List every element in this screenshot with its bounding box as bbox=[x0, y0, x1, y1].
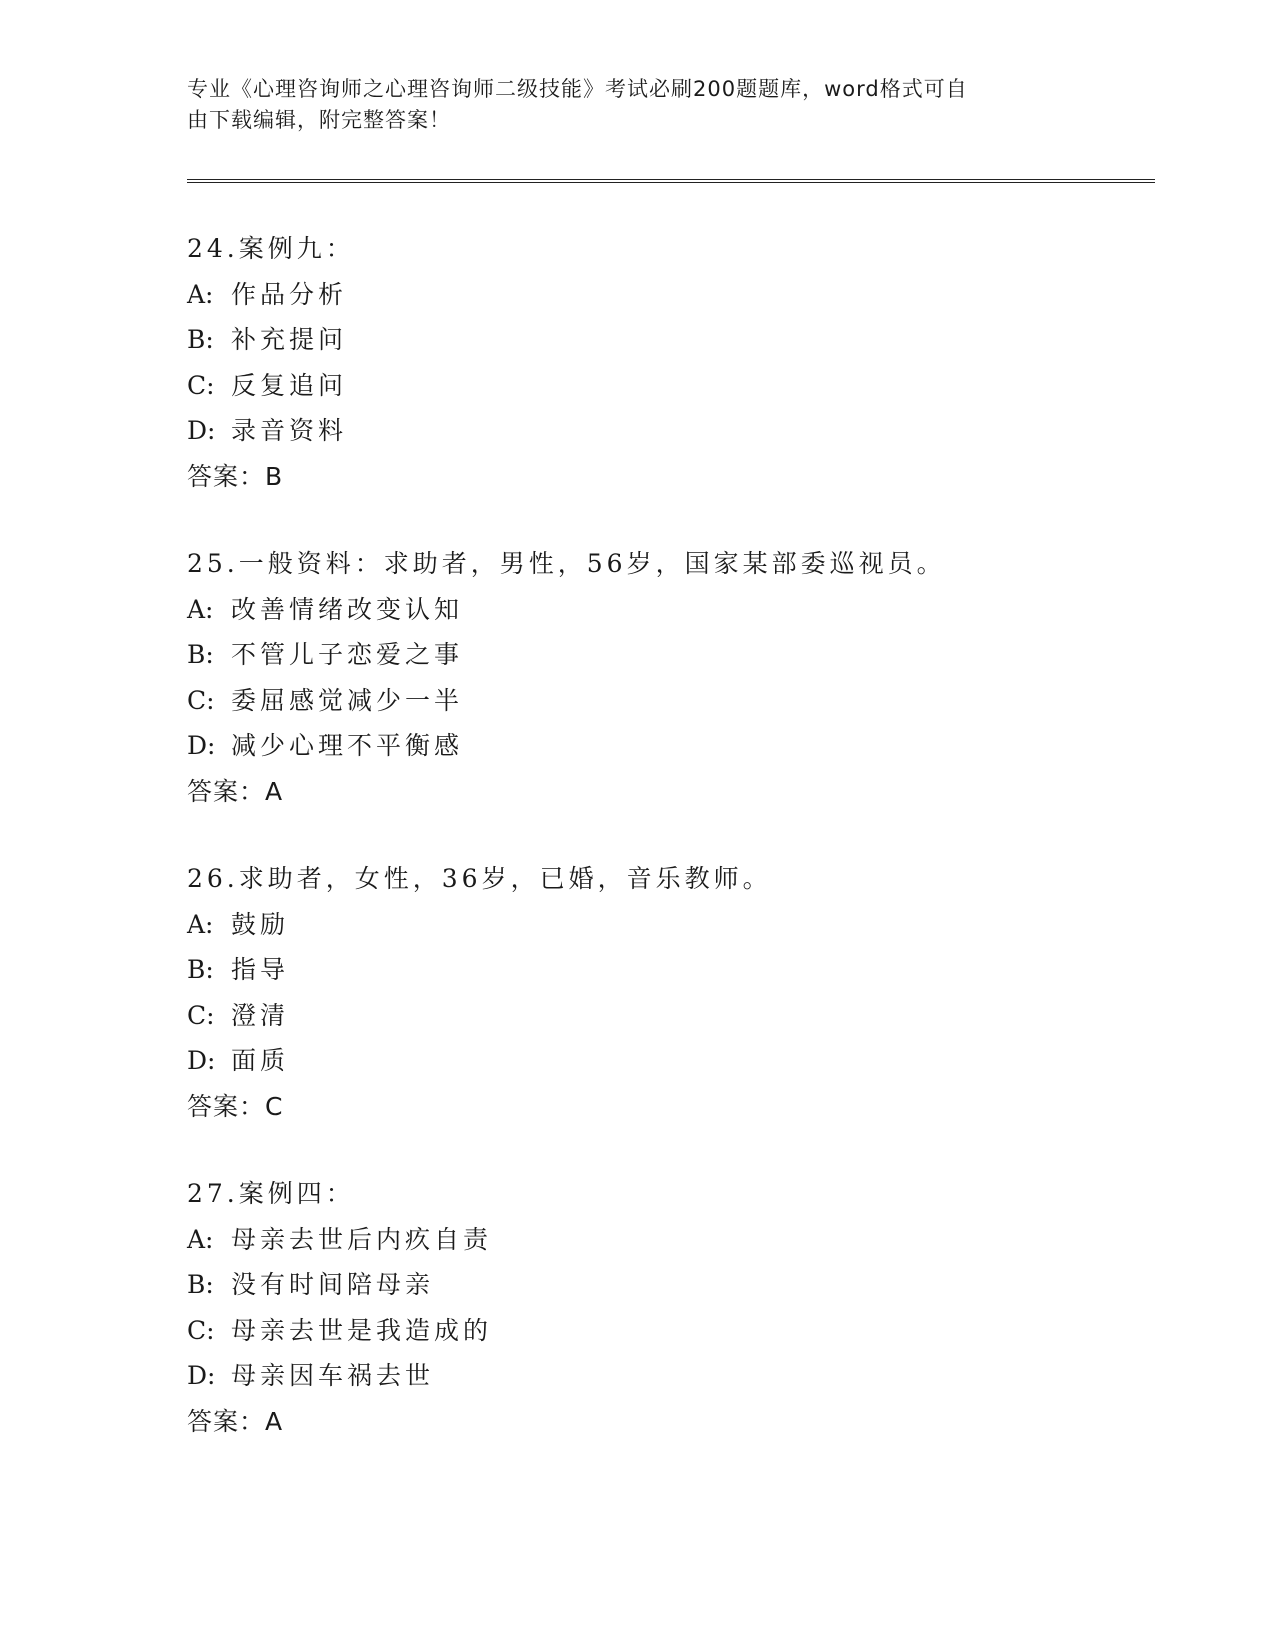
option-letter: A: bbox=[187, 594, 214, 624]
option-letter: B: bbox=[187, 955, 214, 984]
option-text: 反复追问 bbox=[231, 370, 348, 400]
option-a bbox=[187, 902, 1087, 948]
option-b bbox=[187, 317, 1087, 363]
option-d bbox=[187, 1353, 1087, 1399]
option-letter: A: bbox=[187, 909, 214, 939]
header-line-2: 由下载编辑，附完整答案！ bbox=[187, 108, 451, 132]
answer-line: 答案：A bbox=[187, 1406, 284, 1436]
option-b bbox=[187, 1262, 1087, 1308]
option-a bbox=[187, 272, 1087, 318]
option-letter: D: bbox=[187, 1046, 216, 1075]
option-text: 录音资料 bbox=[231, 416, 348, 445]
option-letter: B: bbox=[187, 640, 214, 669]
answer-line: 答案：B bbox=[187, 461, 284, 491]
option-letter: A: bbox=[187, 1224, 214, 1254]
option-letter: D: bbox=[187, 416, 216, 445]
option-text: 不管儿子恋爱之事 bbox=[231, 640, 464, 669]
question-stem: 25.一般资料：求助者，男性，56岁，国家某部委巡视员。 bbox=[187, 549, 946, 578]
option-c bbox=[187, 678, 1087, 724]
question-25 bbox=[187, 541, 1087, 814]
option-letter: D: bbox=[187, 731, 216, 760]
option-text: 减少心理不平衡感 bbox=[231, 731, 464, 760]
option-a bbox=[187, 1217, 1087, 1263]
answer-line: 答案：A bbox=[187, 776, 284, 806]
header-line-1: 专业《心理咨询师之心理咨询师二级技能》考试必刷200题题库，word格式可自 bbox=[187, 77, 968, 101]
option-d bbox=[187, 1038, 1087, 1084]
option-letter: D: bbox=[187, 1361, 216, 1390]
option-c bbox=[187, 993, 1087, 1039]
option-letter: C: bbox=[187, 1000, 215, 1030]
option-letter: C: bbox=[187, 1315, 215, 1345]
option-text: 鼓励 bbox=[231, 909, 290, 939]
question-26 bbox=[187, 856, 1087, 1129]
option-text: 母亲去世后内疚自责 bbox=[231, 1224, 493, 1254]
option-text: 补充提问 bbox=[231, 325, 348, 354]
option-text: 母亲因车祸去世 bbox=[231, 1361, 435, 1390]
option-text: 澄清 bbox=[231, 1000, 290, 1030]
option-text: 改善情绪改变认知 bbox=[231, 594, 464, 624]
option-b bbox=[187, 947, 1087, 993]
option-text: 作品分析 bbox=[231, 279, 348, 309]
option-letter: C: bbox=[187, 685, 215, 715]
document-header bbox=[187, 74, 1067, 136]
header-double-rule bbox=[187, 179, 1155, 183]
option-text: 指导 bbox=[231, 955, 290, 984]
option-b bbox=[187, 632, 1087, 678]
option-letter: C: bbox=[187, 370, 215, 400]
question-24 bbox=[187, 226, 1087, 499]
option-text: 委屈感觉减少一半 bbox=[231, 685, 464, 715]
option-c bbox=[187, 363, 1087, 409]
question-27 bbox=[187, 1171, 1087, 1444]
answer-line: 答案：C bbox=[187, 1091, 284, 1121]
option-letter: B: bbox=[187, 1270, 214, 1299]
option-text: 面质 bbox=[231, 1046, 290, 1075]
question-stem: 26.求助者，女性，36岁，已婚，音乐教师。 bbox=[187, 864, 772, 893]
option-d bbox=[187, 723, 1087, 769]
option-letter: B: bbox=[187, 325, 214, 354]
option-d bbox=[187, 408, 1087, 454]
question-stem: 24.案例九： bbox=[187, 234, 355, 263]
option-text: 没有时间陪母亲 bbox=[231, 1270, 435, 1299]
option-a bbox=[187, 587, 1087, 633]
option-letter: A: bbox=[187, 279, 214, 309]
question-stem: 27.案例四： bbox=[187, 1179, 355, 1208]
option-c bbox=[187, 1308, 1087, 1354]
option-text: 母亲去世是我造成的 bbox=[231, 1315, 493, 1345]
